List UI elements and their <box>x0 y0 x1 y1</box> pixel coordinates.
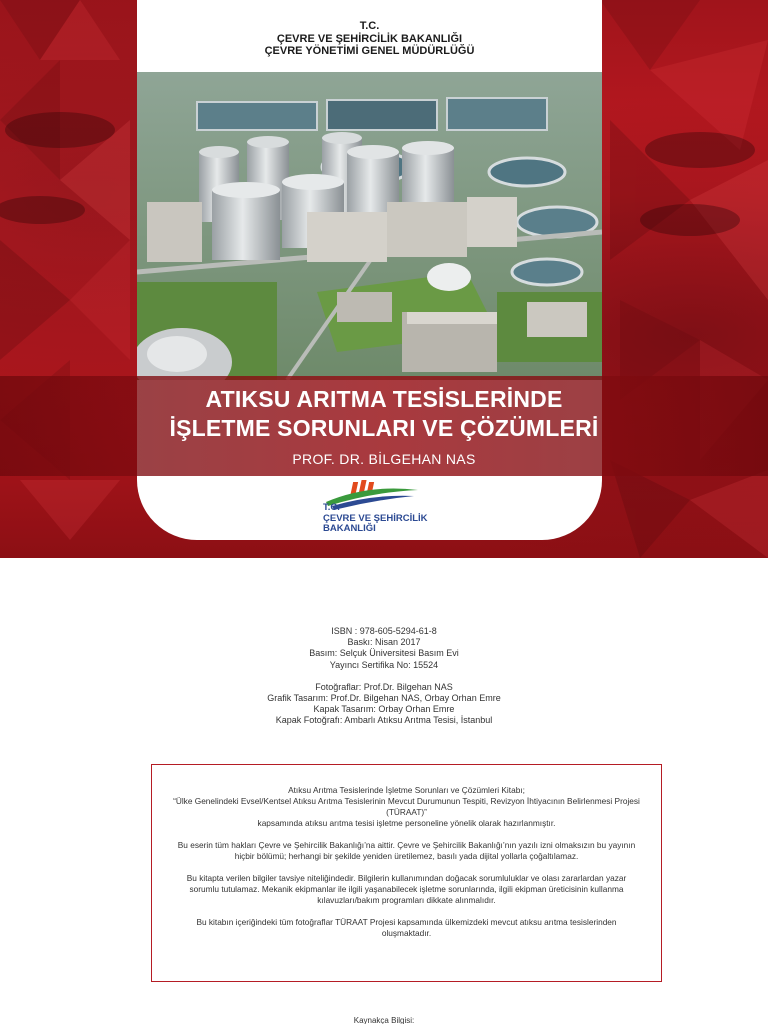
publisher-line-2: ÇEVRE VE ŞEHİRCİLİK BAKANLIĞI <box>276 32 463 45</box>
logo-text-line-1: T.C. <box>323 502 340 513</box>
cover-design-credit: Kapak Tasarım: Orbay Orhan Emre <box>313 704 455 715</box>
notice-paragraph-3: Bu kitapta verilen bilgiler tavsiye niteliğindedir. Bilgilerin kullanımından doğacak sorumluluklar ve olası zararlardan yazar sorumlu tutulamaz. Mekanik ekipmanlar ile ilgili yaşanabilecek işletme sorunlarında, ilgili ekipman üreticisinin kullanma kılavuzları/bakım programları dikkate alınmalıdır. <box>186 873 627 905</box>
photos-credit: Fotoğraflar: Prof.Dr. Bilgehan NAS <box>315 681 453 692</box>
notice-scope: kapsamında atıksu arıtma tesisi işletme personeline yönelik olarak hazırlanmıştır. <box>257 818 556 828</box>
notice-paragraph-4: Bu kitabın içeriğindeki tüm fotoğraflar TÜRAAT Projesi kapsamında ülkemizdeki mevcut atıksu arıtma tesislerinden oluşmaktadır. <box>196 917 617 938</box>
notice-paragraph-1 <box>172 785 641 829</box>
logo-text-line-2: ÇEVRE VE ŞEHİRCİLİK <box>323 512 428 524</box>
print-date: Baskı: Nisan 2017 <box>347 637 421 648</box>
publisher-certificate: Yayıncı Sertifika No: 15524 <box>329 659 439 670</box>
notice-paragraph-2: Bu eserin tüm hakları Çevre ve Şehircilik Bakanlığı’na aittir. Çevre ve Şehircilik Bakanlığı’nın yazılı izni olmaksızın bu yayının hiçbir bölümü; herhangi bir şekilde yeniden üretilemez, basılı yada dijital yollarla çoğaltılamaz. <box>177 840 636 861</box>
ministry-logo-text <box>323 503 428 535</box>
publisher-line-3: ÇEVRE YÖNETİMİ GENEL MÜDÜRLÜĞÜ <box>264 45 475 57</box>
graphic-design-credit: Grafik Tasarım: Prof.Dr. Bilgehan NAS, Orbay Orhan Emre <box>267 693 501 704</box>
isbn: ISBN : 978-605-5294-61-8 <box>331 626 437 636</box>
cover-photo-credit: Kapak Fotoğrafı: Ambarlı Atıksu Arıtma Tesisi, İstanbul <box>275 715 493 726</box>
cover-photo-treatment-plant <box>137 72 602 380</box>
notice-book-name: Atıksu Arıtma Tesislerinde İşletme Sorunları ve Çözümleri Kitabı; <box>288 785 525 795</box>
references-label: Kaynakça Bilgisi: <box>353 1016 415 1024</box>
publisher-line-1: T.C. <box>359 20 380 32</box>
publisher-header <box>137 20 602 58</box>
notice-project-name: “Ülke Genelindeki Evsel/Kentsel Atıksu Arıtma Tesislerinin Mevcut Durumunun Tespiti, Revizyon İhtiyacının Belirlenmesi Projesi (TÜRAAT)” <box>173 796 640 817</box>
printer: Basım: Selçuk Üniversitesi Basım Evi <box>309 648 459 659</box>
copyright-notice-box <box>151 764 662 982</box>
book-title-line-1: ATIKSU ARITMA TESİSLERİNDE <box>205 386 563 412</box>
book-author: PROF. DR. BİLGEHAN NAS <box>292 451 476 467</box>
colophon <box>0 626 768 727</box>
book-title-line-2: İŞLETME SORUNLARI VE ÇÖZÜMLERİ <box>169 415 599 441</box>
logo-text-line-3: BAKANLIĞI <box>323 523 376 534</box>
